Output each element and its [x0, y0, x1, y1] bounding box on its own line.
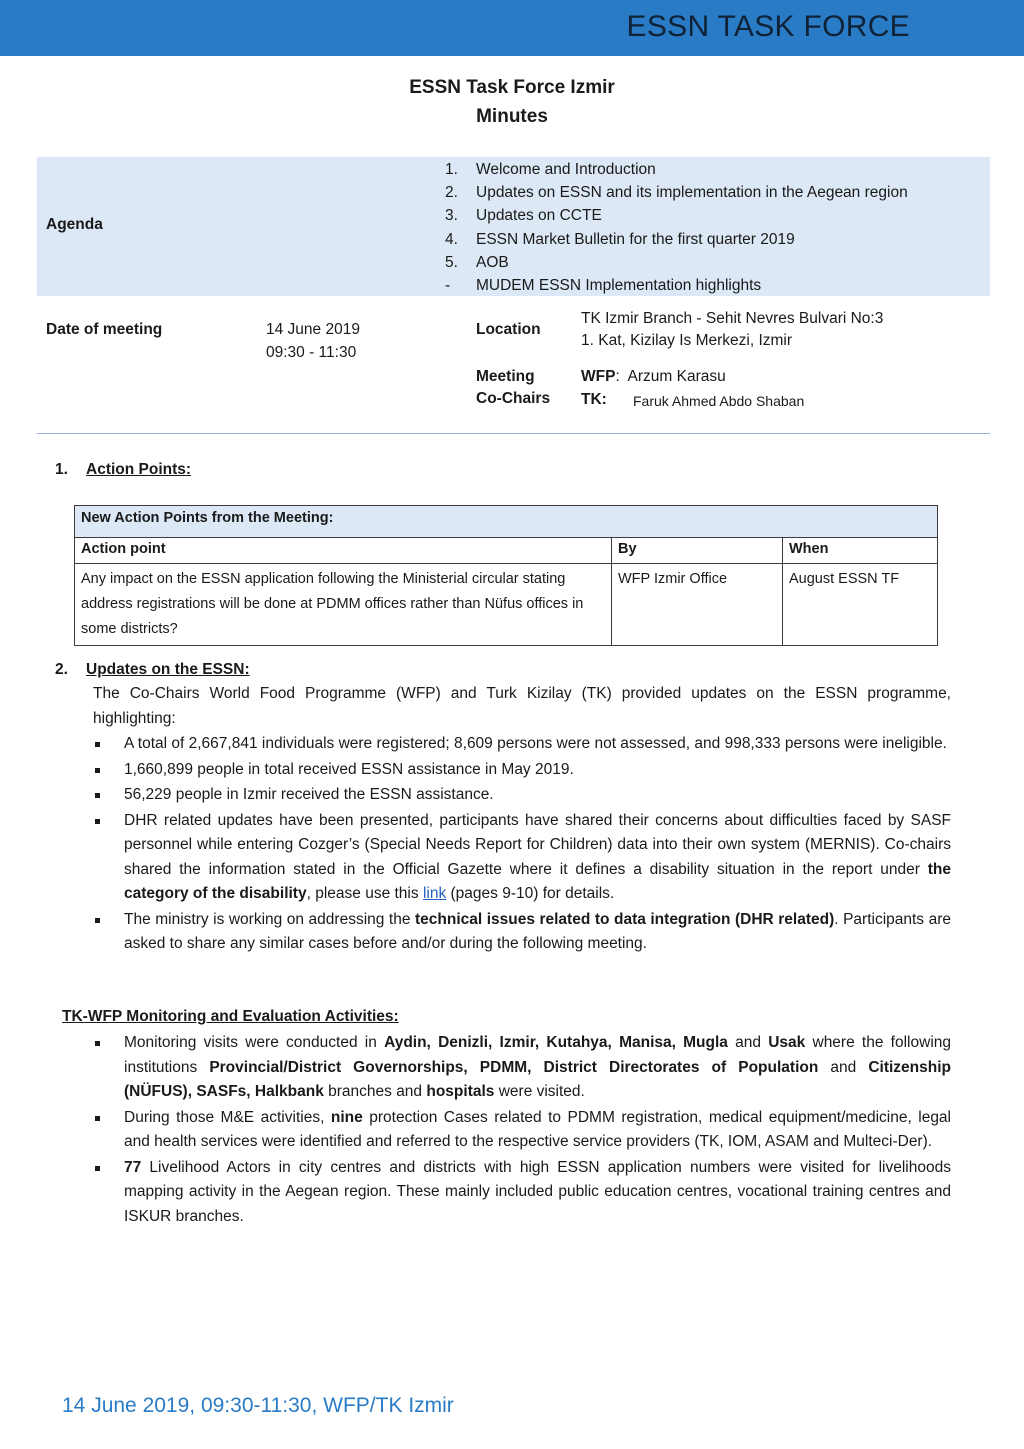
list-item: The ministry is working on addressing the technical issues related to data integration (DHR related). Participants are asked to share any similar cases before and/or during the following meeting.: [93, 908, 951, 957]
document-subtitle: Minutes: [476, 106, 548, 127]
col-header-when: When: [783, 538, 938, 564]
header-title: ESSN TASK FORCE: [626, 10, 910, 43]
list-item: A total of 2,667,841 individuals were registered; 8,609 persons were not assessed, and 998,333 persons were ineligible.: [93, 732, 951, 757]
tk-label: TK:: [581, 391, 607, 408]
agenda-list: [445, 158, 908, 297]
cell-action-point: Any impact on the ESSN application following the Ministerial circular stating address registrations will be done at PDMM offices rather than Nüfus offices in some districts?: [75, 564, 612, 646]
header-bar: [0, 0, 1024, 56]
tk-cochair: Faruk Ahmed Abdo Shaban: [633, 393, 805, 409]
page-footer: 14 June 2019, 09:30-11:30, WFP/TK Izmir: [62, 1394, 454, 1417]
divider: [37, 433, 990, 434]
agenda-item: 1. Welcome and Introduction: [445, 161, 656, 178]
action-points-table: [74, 505, 938, 646]
meeting-date: 14 June 2019: [266, 321, 360, 338]
agenda-label: Agenda: [46, 216, 103, 233]
cell-by: WFP Izmir Office: [612, 564, 783, 646]
col-header-by: By: [612, 538, 783, 564]
section-1-heading: 1. Action Points:: [55, 461, 192, 478]
agenda-item: 3. Updates on CCTE: [445, 207, 602, 225]
meeting-time: 09:30 - 11:30: [266, 344, 357, 361]
wfp-cochair: WFP: Arzum Karasu: [581, 368, 726, 385]
agenda-item: 4. ESSN Market Bulletin for the first quarter 2019: [445, 230, 795, 248]
col-header-action-point: Action point: [75, 538, 612, 564]
location-line-1: TK Izmir Branch - Sehit Nevres Bulvari No:3: [581, 310, 884, 327]
cochairs-label-1: Meeting: [476, 368, 535, 385]
gazette-link[interactable]: link: [422, 885, 447, 902]
agenda-item: - MUDEM ESSN Implementation highlights: [445, 276, 762, 294]
location-label: Location: [476, 321, 541, 338]
table-caption: New Action Points from the Meeting:: [75, 506, 938, 538]
section-2-bullets: [93, 732, 951, 958]
list-item: During those M&E activities, nine protection Cases related to PDMM registration, medical equipment/medicine, legal and health services were identified and referred to the respective service providers (TK, IOM, ASAM and Multeci-Der).: [93, 1106, 951, 1155]
section-3-bullets: [93, 1031, 951, 1230]
section-2-heading: 2. Updates on the ESSN:: [55, 661, 250, 678]
list-item: 56,229 people in Izmir received the ESSN assistance.: [93, 783, 951, 808]
section-2-intro: The Co-Chairs World Food Programme (WFP) and Turk Kizilay (TK) provided updates on the ESSN programme, highlighting:: [93, 685, 951, 727]
list-item: 77 Livelihood Actors in city centres and districts with high ESSN application numbers were visited for livelihoods mapping activity in the Aegean region. These mainly included public education centres, vocational training centres and ISKUR branches.: [93, 1156, 951, 1230]
agenda-item: 2. Updates on ESSN and its implementation in the Aegean region: [445, 184, 908, 202]
cochairs-label-2: Co-Chairs: [476, 390, 551, 407]
list-item: Monitoring visits were conducted in Aydin, Denizli, Izmir, Kutahya, Manisa, Mugla and Usak where the following institutions Provincial/District Governorships, PDMM, District Directorates of Population and Citizenship (NÜFUS), SASFs, Halkbank branches and hospitals were visited.: [93, 1031, 951, 1105]
date-label: Date of meeting: [46, 321, 163, 338]
section-3-heading: TK-WFP Monitoring and Evaluation Activities:: [62, 1008, 399, 1025]
list-item: 1,660,899 people in total received ESSN assistance in May 2019.: [93, 758, 951, 783]
location-line-2: 1. Kat, Kizilay Is Merkezi, Izmir: [581, 332, 793, 349]
table-row: [75, 564, 938, 646]
list-item: DHR related updates have been presented, participants have shared their concerns about difficulties faced by SASF personnel while entering Cozger’s (Special Needs Report for Children) data into their own system (MERNIS). Co-chairs shared the information stated in the Official Gazette where it defines a disability situation in the report under the category of the disability, please use this link (pages 9-10) for details.: [93, 809, 951, 907]
agenda-item: 5. AOB: [445, 253, 509, 271]
document-title: ESSN Task Force Izmir: [409, 77, 615, 98]
cell-when: August ESSN TF: [783, 564, 938, 646]
